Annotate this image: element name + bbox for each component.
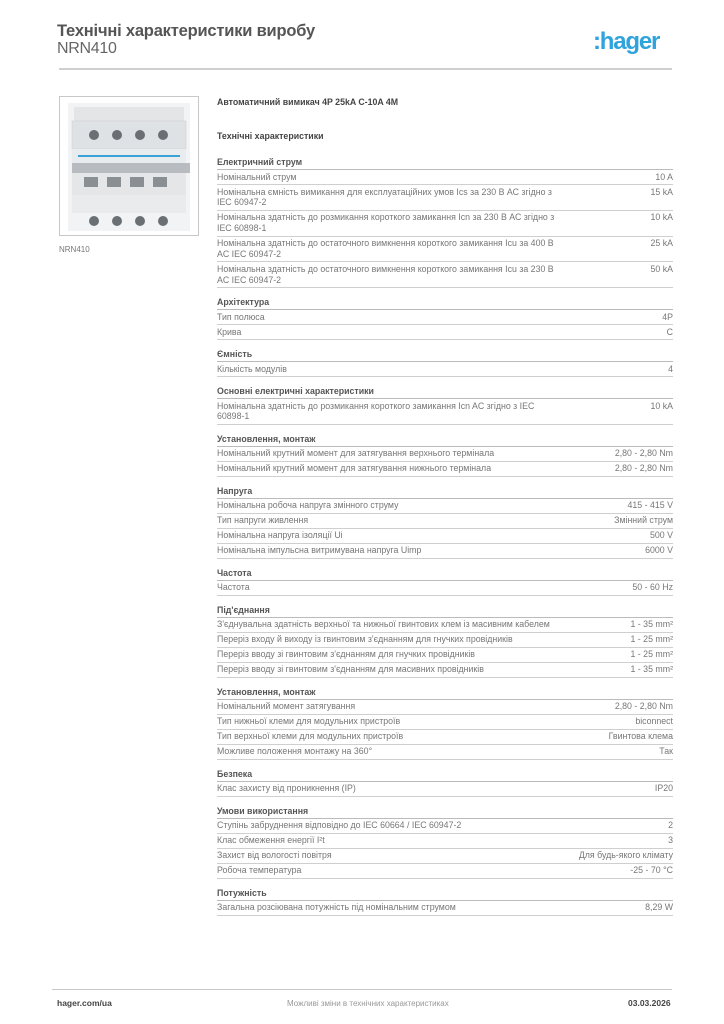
spec-section [217,434,673,477]
spec-row [217,730,673,745]
document-title: Технічні характеристики виробу [57,22,315,40]
spec-label: Можливе положення монтажу на 360° [217,746,373,757]
footer-website-link[interactable]: hager.com/ua [57,998,112,1008]
section-title: Напруга [217,486,673,499]
image-caption: NRN410 [59,245,90,254]
section-title: Потужність [217,888,673,901]
spec-row [217,901,673,916]
spec-value: 10 kA [650,212,673,223]
section-title: Основні електричні характеристики [217,386,673,399]
spec-row [217,633,673,648]
spec-section [217,349,673,377]
spec-value: Змінний струм [614,515,673,526]
spec-value: 25 kA [650,238,673,249]
spec-section [217,769,673,797]
spec-label: Загальна розсіювана потужність під номінальним струмом [217,902,456,913]
spec-value: 4P [662,311,673,322]
spec-section [217,687,673,760]
spec-value: 2,80 - 2,80 Nm [614,463,673,474]
spec-row [217,211,673,237]
spec-row [217,362,673,377]
spec-row [217,447,673,462]
spec-section [217,386,673,425]
spec-row [217,864,673,879]
spec-label: Частота [217,582,250,593]
spec-value: -25 - 70 °C [630,865,673,876]
section-title: Установлення, монтаж [217,687,673,700]
section-title: Частота [217,568,673,581]
spec-row [217,819,673,834]
spec-value: 500 V [650,530,673,541]
spec-value: 8,29 W [645,902,673,913]
spec-value: 4 [668,363,673,374]
spec-value: C [666,326,673,337]
spec-label: Номінальна здатність до розмикання короткого замикання Icn за 230 В АС згідно з IEC 60898-1 [217,212,555,234]
spec-value: Гвинтова клема [608,731,673,742]
spec-label: Робоча температура [217,865,302,876]
spec-row [217,700,673,715]
spec-value: 10 A [655,171,673,182]
spec-value: 15 kA [650,186,673,197]
spec-row [217,325,673,340]
spec-label: Ступінь забруднення відповідно до IEC 60664 / IEC 60947-2 [217,820,462,831]
spec-label: Номінальний крутний момент для затягування нижнього термінала [217,463,492,474]
footer-date: 03.03.2026 [628,998,671,1008]
spec-row [217,514,673,529]
section-title: Умови використання [217,806,673,819]
spec-row [217,185,673,211]
spec-section [217,605,673,678]
spec-value: IP20 [654,783,673,794]
spec-value: 1 - 35 mm² [630,664,673,675]
spec-value: 415 - 415 V [627,500,673,511]
spec-label: Тип полюса [217,311,265,322]
spec-row [217,849,673,864]
spec-row [217,618,673,633]
spec-section [217,157,673,288]
spec-value: 1 - 35 mm² [630,619,673,630]
spec-row [217,715,673,730]
spec-value: 1 - 25 mm² [630,634,673,645]
spec-value: Так [659,746,673,757]
spec-label: Переріз входу й виходу із гвинтовим з'єднанням для гнучких провідників [217,634,513,645]
product-code: NRN410 [57,40,117,57]
header-divider [59,68,672,70]
spec-row [217,399,673,425]
spec-content [217,97,673,925]
spec-label: Номінальна здатність до остаточного вимкнення короткого замикання Icu за 400 В AC IEC 60947-2 [217,238,554,259]
spec-label: Номінальна здатність до остаточного вимкнення короткого замикання Icu за 230 В AC IEC 60947-2 [217,263,554,285]
section-title: Під'єднання [217,605,673,618]
product-name: Автоматичний вимикач 4P 25kA C-10A 4M [217,97,399,107]
spec-section [217,568,673,596]
spec-row [217,529,673,544]
section-title: Архітектура [217,297,673,310]
spec-row [217,310,673,325]
spec-label: Кількість модулів [217,363,287,374]
section-title: Установлення, монтаж [217,434,673,447]
section-title: Електричний струм [217,157,673,170]
spec-label: Номінальний момент затягування [217,701,356,712]
spec-label: Номінальна імпульсна витримувана напруга Uimp [217,545,422,556]
spec-label: Клас захисту від проникнення (IP) [217,783,356,794]
spec-value: Для будь-якого клімату [578,850,673,861]
spec-label: Номінальна робоча напруга змінного струму [217,500,399,511]
spec-value: 10 kA [650,400,673,411]
footer-divider [52,989,672,990]
section-title: Безпека [217,769,673,782]
spec-label: Клас обмеження енергії I²t [217,835,325,846]
spec-row [217,170,673,185]
spec-value: 2 [668,820,673,831]
spec-label: Тип напруги живлення [217,515,309,526]
spec-label: Тип верхньої клеми для модульних пристроїв [217,731,404,742]
spec-label: Захист від вологості повітря [217,850,332,861]
spec-value: 1 - 25 mm² [630,649,673,660]
spec-label: Номінальний крутний момент для затягування верхнього термінала [217,448,495,459]
spec-section [217,297,673,340]
spec-row [217,499,673,514]
spec-row [217,544,673,559]
hager-logo: :hager [593,28,660,55]
spec-value: 50 - 60 Hz [632,582,673,593]
spec-row [217,663,673,678]
footer-notice: Можливі зміни в технічних характеристиках [287,999,449,1008]
spec-row [217,782,673,797]
spec-label: Переріз вводу зі гвинтовим з'єднанням для гнучких провідників [217,649,475,660]
spec-value: 6000 V [645,545,673,556]
spec-label: Номінальна ємність вимикання для експлуатаційних умов Ics за 230 В АС згідно з IEC 60947-2 [217,186,552,208]
spec-row [217,262,673,288]
spec-value: 3 [668,835,673,846]
spec-value: 50 kA [650,263,673,274]
spec-row [217,237,673,263]
spec-label: Крива [217,326,242,337]
spec-label: З'єднувальна здатність верхньої та нижньої гвинтових клем із масивним кабелем [217,619,550,630]
spec-label: Переріз вводу зі гвинтовим з'єднанням для масивних провідників [217,664,484,675]
spec-value: 2,80 - 2,80 Nm [614,701,673,712]
spec-row [217,745,673,760]
spec-section [217,486,673,559]
spec-value: 2,80 - 2,80 Nm [614,448,673,459]
spec-value: biconnect [635,716,673,727]
spec-row [217,462,673,477]
spec-sections [217,157,673,916]
tech-heading: Технічні характеристики [217,131,324,141]
spec-section [217,888,673,916]
spec-label: Номінальний струм [217,171,297,182]
spec-row [217,834,673,849]
spec-label: Номінальна напруга ізоляції Ui [217,530,343,541]
product-image [59,96,199,236]
spec-section [217,806,673,879]
circuit-breaker-icon [60,97,198,235]
spec-label: Номінальна здатність до розмикання короткого замикання Icn AC згідно з IEC 60898-1 [217,400,535,422]
spec-label: Тип нижньої клеми для модульних пристроїв [217,716,401,727]
section-title: Ємність [217,349,673,362]
spec-row [217,648,673,663]
spec-row [217,581,673,596]
